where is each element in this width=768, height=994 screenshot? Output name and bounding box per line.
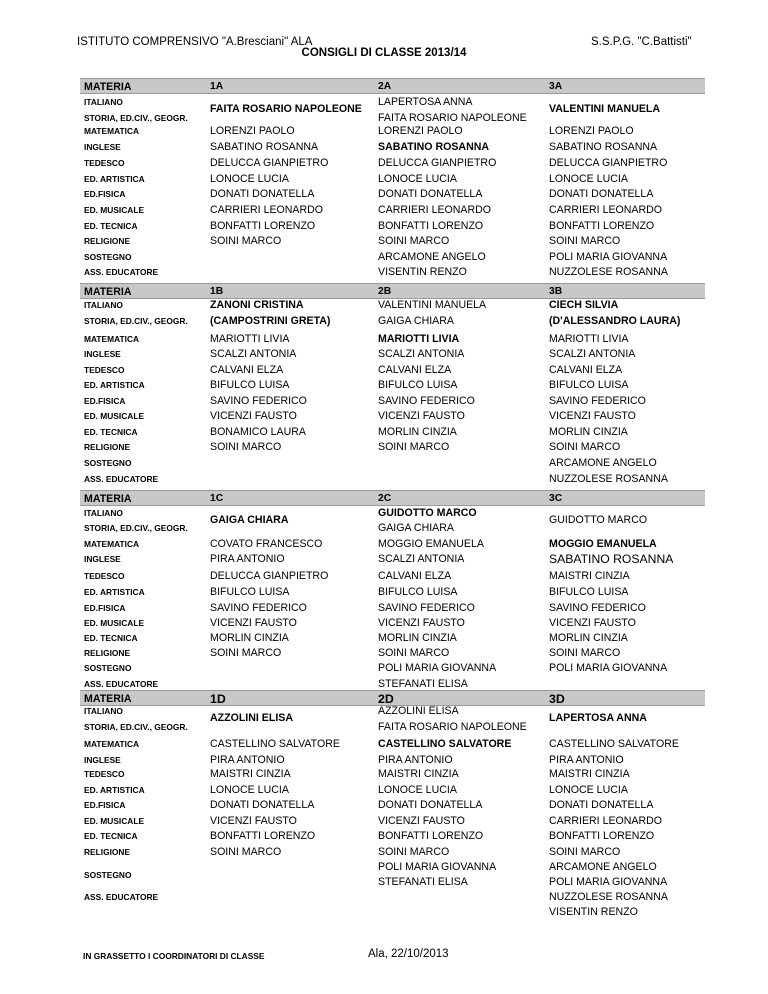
- table-row: [80, 584, 705, 600]
- table-row: [80, 828, 705, 844]
- teacher-cell: GAIGA CHIARA: [378, 522, 454, 534]
- subject-cell: SOSTEGNO: [84, 252, 132, 262]
- teacher-cell: DONATI DONATELLA: [378, 188, 483, 200]
- teacher-cell: ARCAMONE ANGELO: [549, 861, 657, 873]
- subject-cell: ED. MUSICALE: [84, 618, 145, 628]
- teacher-cell: LAPERTOSA ANNA: [378, 96, 473, 108]
- teacher-cell: POLI MARIA GIOVANNA: [378, 861, 497, 873]
- document-title: CONSIGLI DI CLASSE 2013/14: [301, 47, 467, 59]
- teacher-cell: 1C: [210, 493, 224, 504]
- teacher-cell: DONATI DONATELLA: [549, 799, 654, 811]
- teacher-cell: BIFULCO LUISA: [378, 379, 458, 391]
- teacher-cell: CALVANI ELZA: [549, 364, 623, 376]
- table-row: [80, 615, 705, 631]
- table-row: [80, 719, 705, 735]
- teacher-cell: BIFULCO LUISA: [210, 379, 290, 391]
- subject-cell: RELIGIONE: [84, 847, 131, 857]
- subject-cell: ED.FISICA: [84, 800, 126, 810]
- teacher-cell: BONFATTI LORENZO: [549, 220, 655, 232]
- teacher-cell: SAVINO FEDERICO: [549, 602, 646, 614]
- table-row: [80, 155, 705, 171]
- teacher-cell: MORLIN CINZIA: [210, 632, 289, 644]
- teacher-cell: MORLIN CINZIA: [378, 632, 457, 644]
- subject-cell: ED.FISICA: [84, 396, 126, 406]
- teacher-cell: MAISTRI CINZIA: [549, 570, 630, 582]
- teacher-cell: GAIGA CHIARA: [378, 315, 454, 327]
- subject-cell: ED. TECNICA: [84, 633, 138, 643]
- teacher-cell: CALVANI ELZA: [378, 364, 452, 376]
- teacher-cell: VICENZI FAUSTO: [378, 617, 465, 629]
- teacher-cell: 2C: [378, 493, 392, 504]
- teacher-cell: LORENZI PAOLO: [549, 125, 634, 137]
- subject-cell: ED. TECNICA: [84, 831, 138, 841]
- table-row: [80, 874, 705, 890]
- subject-cell: MATEMATICA: [84, 334, 140, 344]
- teacher-cell: SABATINO ROSANNA: [549, 141, 658, 153]
- subject-cell: MATEMATICA: [84, 126, 140, 136]
- teacher-cell: SOINI MARCO: [378, 441, 450, 453]
- teacher-cell: DONATI DONATELLA: [549, 188, 654, 200]
- teacher-cell: MORLIN CINZIA: [378, 426, 457, 438]
- teacher-cell: CIECH SILVIA: [549, 299, 619, 311]
- teacher-cell: AZZOLINI ELISA: [378, 705, 459, 717]
- subject-cell: ED. MUSICALE: [84, 205, 145, 215]
- subject-cell: TEDESCO: [84, 769, 125, 779]
- teacher-cell: SOINI MARCO: [378, 846, 450, 858]
- subject-cell: ED.FISICA: [84, 189, 126, 199]
- subject-cell: INGLESE: [84, 554, 121, 564]
- footer-note: IN GRASSETTO I COORDINATORI DI CLASSE: [83, 951, 265, 961]
- section-header-row: [80, 490, 705, 506]
- teacher-cell: MORLIN CINZIA: [549, 632, 628, 644]
- teacher-cell: NUZZOLESE ROSANNA: [549, 266, 668, 278]
- table-row: [80, 471, 705, 487]
- teacher-cell: LORENZI PAOLO: [210, 125, 295, 137]
- teacher-cell: ZANONI CRISTINA: [210, 299, 304, 311]
- table-row: [80, 844, 705, 860]
- table-row: [80, 424, 705, 440]
- teacher-cell: CALVANI ELZA: [210, 364, 284, 376]
- table-row: [80, 782, 705, 798]
- table-row: [80, 645, 705, 661]
- teacher-cell: NUZZOLESE ROSANNA: [549, 891, 668, 903]
- teacher-cell: VICENZI FAUSTO: [210, 815, 297, 827]
- table-row: [80, 536, 705, 552]
- teacher-cell: MAISTRI CINZIA: [378, 768, 459, 780]
- teacher-cell: SOINI MARCO: [210, 846, 282, 858]
- teacher-cell: 2D: [378, 692, 394, 706]
- teacher-cell: DELUCCA GIANPIETRO: [378, 157, 497, 169]
- teacher-cell: MOGGIO EMANUELA: [549, 538, 657, 550]
- teacher-cell: GUIDOTTO MARCO: [378, 507, 477, 519]
- teacher-cell: VALENTINI MANUELA: [549, 103, 661, 115]
- teacher-cell: BONFATTI LORENZO: [549, 830, 655, 842]
- table-row: [80, 346, 705, 362]
- teacher-cell: SABATINO ROSANNA: [549, 552, 674, 566]
- teacher-cell: BIFULCO LUISA: [549, 586, 629, 598]
- table-row: [80, 813, 705, 829]
- subject-cell: STORIA, ED.CIV., GEOGR.: [84, 113, 188, 123]
- teacher-cell: PIRA ANTONIO: [210, 754, 285, 766]
- teacher-cell: SOINI MARCO: [210, 441, 282, 453]
- subject-cell: MATERIA: [84, 286, 132, 298]
- teacher-cell: NUZZOLESE ROSANNA: [549, 473, 668, 485]
- teacher-cell: LAPERTOSA ANNA: [549, 712, 647, 724]
- teacher-cell: MAISTRI CINZIA: [210, 768, 291, 780]
- teacher-cell: 3D: [549, 692, 565, 706]
- teacher-cell: SOINI MARCO: [549, 846, 621, 858]
- teacher-cell: 3C: [549, 493, 563, 504]
- teacher-cell: DELUCCA GIANPIETRO: [549, 157, 668, 169]
- teacher-cell: VISENTIN RENZO: [378, 266, 467, 278]
- teacher-cell: VISENTIN RENZO: [549, 906, 638, 918]
- subject-cell: MATEMATICA: [84, 539, 140, 549]
- teacher-cell: MORLIN CINZIA: [549, 426, 628, 438]
- teacher-cell: MAISTRI CINZIA: [549, 768, 630, 780]
- table-row: [80, 551, 705, 567]
- teacher-cell: AZZOLINI ELISA: [210, 712, 293, 724]
- table-row: [80, 766, 705, 782]
- teacher-cell: BONFATTI LORENZO: [210, 830, 316, 842]
- teacher-cell: POLI MARIA GIOVANNA: [549, 876, 668, 888]
- table-row: [80, 797, 705, 813]
- class-council-table: [80, 0, 705, 994]
- subject-cell: ITALIANO: [84, 706, 123, 716]
- subject-cell: ED. ARTISTICA: [84, 785, 145, 795]
- table-row: [80, 171, 705, 187]
- teacher-cell: MARIOTTI LIVIA: [210, 333, 290, 345]
- teacher-cell: POLI MARIA GIOVANNA: [549, 662, 668, 674]
- subject-cell: TEDESCO: [84, 158, 125, 168]
- teacher-cell: 3B: [549, 286, 563, 297]
- table-row: [80, 520, 705, 536]
- teacher-cell: SAVINO FEDERICO: [378, 602, 475, 614]
- table-row: [80, 331, 705, 347]
- teacher-cell: 1B: [210, 286, 224, 297]
- subject-cell: ASS. EDUCATORE: [84, 474, 159, 484]
- teacher-cell: FAITA ROSARIO NAPOLEONE: [210, 103, 362, 115]
- subject-cell: ITALIANO: [84, 300, 123, 310]
- teacher-cell: ARCAMONE ANGELO: [549, 457, 657, 469]
- teacher-cell: SAVINO FEDERICO: [549, 395, 646, 407]
- teacher-cell: CARRIERI LEONARDO: [378, 204, 492, 216]
- teacher-cell: 1A: [210, 81, 224, 92]
- table-row: [80, 123, 705, 139]
- teacher-cell: SOINI MARCO: [549, 235, 621, 247]
- table-row: [80, 377, 705, 393]
- teacher-cell: BONAMICO LAURA: [210, 426, 306, 438]
- subject-cell: ED. ARTISTICA: [84, 587, 145, 597]
- subject-cell: SOSTEGNO: [84, 870, 132, 880]
- teacher-cell: SCALZI ANTONIA: [210, 348, 297, 360]
- teacher-cell: PIRA ANTONIO: [549, 754, 624, 766]
- section-header-row: [80, 78, 705, 94]
- subject-cell: ED. MUSICALE: [84, 816, 145, 826]
- teacher-cell: ARCAMONE ANGELO: [378, 251, 486, 263]
- subject-cell: RELIGIONE: [84, 236, 131, 246]
- teacher-cell: VICENZI FAUSTO: [210, 617, 297, 629]
- subject-cell: TEDESCO: [84, 571, 125, 581]
- teacher-cell: BONFATTI LORENZO: [378, 220, 484, 232]
- teacher-cell: SCALZI ANTONIA: [549, 348, 636, 360]
- teacher-cell: FAITA ROSARIO NAPOLEONE: [378, 112, 527, 124]
- subject-cell: ED. MUSICALE: [84, 411, 145, 421]
- teacher-cell: CASTELLINO SALVATORE: [549, 738, 679, 750]
- teacher-cell: POLI MARIA GIOVANNA: [549, 251, 668, 263]
- teacher-cell: 2B: [378, 286, 392, 297]
- subject-cell: TEDESCO: [84, 365, 125, 375]
- subject-cell: INGLESE: [84, 349, 121, 359]
- teacher-cell: DONATI DONATELLA: [210, 188, 315, 200]
- table-row: [80, 889, 705, 905]
- table-row: [80, 568, 705, 584]
- teacher-cell: BIFULCO LUISA: [210, 586, 290, 598]
- footer-date: Ala, 22/10/2013: [368, 948, 449, 960]
- subject-cell: STORIA, ED.CIV., GEOGR.: [84, 523, 188, 533]
- teacher-cell: BIFULCO LUISA: [378, 586, 458, 598]
- table-row: [80, 736, 705, 752]
- teacher-cell: MARIOTTI LIVIA: [549, 333, 629, 345]
- teacher-cell: VICENZI FAUSTO: [549, 617, 636, 629]
- table-row: [80, 660, 705, 676]
- teacher-cell: COVATO FRANCESCO: [210, 538, 323, 550]
- subject-cell: INGLESE: [84, 142, 121, 152]
- subject-cell: RELIGIONE: [84, 442, 131, 452]
- subject-cell: STORIA, ED.CIV., GEOGR.: [84, 316, 188, 326]
- teacher-cell: LONOCE LUCIA: [378, 784, 457, 796]
- subject-cell: MATERIA: [84, 493, 132, 505]
- table-row: [80, 439, 705, 455]
- teacher-cell: FAITA ROSARIO NAPOLEONE: [378, 721, 527, 733]
- teacher-cell: LONOCE LUCIA: [378, 173, 457, 185]
- table-row: [80, 233, 705, 249]
- teacher-cell: CARRIERI LEONARDO: [549, 204, 663, 216]
- teacher-cell: CASTELLINO SALVATORE: [378, 738, 512, 750]
- teacher-cell: SABATINO ROSANNA: [378, 141, 490, 153]
- teacher-cell: BONFATTI LORENZO: [210, 220, 316, 232]
- teacher-cell: SOINI MARCO: [378, 235, 450, 247]
- teacher-cell: VICENZI FAUSTO: [549, 410, 636, 422]
- teacher-cell: (D'ALESSANDRO LAURA): [549, 315, 681, 327]
- teacher-cell: BONFATTI LORENZO: [378, 830, 484, 842]
- school-name: ISTITUTO COMPRENSIVO "A.Bresciani" ALA: [77, 36, 313, 48]
- table-row: [80, 455, 705, 471]
- teacher-cell: CASTELLINO SALVATORE: [210, 738, 340, 750]
- subject-cell: ASS. EDUCATORE: [84, 679, 159, 689]
- teacher-cell: DELUCCA GIANPIETRO: [210, 157, 329, 169]
- teacher-cell: SOINI MARCO: [378, 647, 450, 659]
- teacher-cell: CALVANI ELZA: [378, 570, 452, 582]
- teacher-cell: STEFANATI ELISA: [378, 678, 468, 690]
- teacher-cell: (CAMPOSTRINI GRETA): [210, 315, 331, 327]
- subject-cell: ED. TECNICA: [84, 221, 138, 231]
- table-row: [80, 313, 705, 329]
- teacher-cell: VICENZI FAUSTO: [210, 410, 297, 422]
- teacher-cell: 2A: [378, 81, 392, 92]
- teacher-cell: VICENZI FAUSTO: [378, 815, 465, 827]
- teacher-cell: 1D: [210, 692, 226, 706]
- subject-cell: INGLESE: [84, 755, 121, 765]
- teacher-cell: SOINI MARCO: [549, 441, 621, 453]
- teacher-cell: PIRA ANTONIO: [210, 553, 285, 565]
- teacher-cell: CARRIERI LEONARDO: [549, 815, 663, 827]
- teacher-cell: DELUCCA GIANPIETRO: [210, 570, 329, 582]
- teacher-cell: 3A: [549, 81, 563, 92]
- teacher-cell: GUIDOTTO MARCO: [549, 514, 648, 526]
- teacher-cell: LONOCE LUCIA: [210, 784, 289, 796]
- subject-cell: RELIGIONE: [84, 648, 131, 658]
- subject-cell: ED. ARTISTICA: [84, 380, 145, 390]
- teacher-cell: POLI MARIA GIOVANNA: [378, 662, 497, 674]
- table-row: [80, 904, 705, 920]
- teacher-cell: DONATI DONATELLA: [210, 799, 315, 811]
- table-row: [80, 249, 705, 265]
- table-row: [80, 264, 705, 280]
- table-row: [80, 186, 705, 202]
- teacher-cell: SOINI MARCO: [210, 647, 282, 659]
- subject-cell: MATEMATICA: [84, 739, 140, 749]
- teacher-cell: GAIGA CHIARA: [210, 514, 289, 526]
- teacher-cell: SABATINO ROSANNA: [210, 141, 319, 153]
- teacher-cell: DONATI DONATELLA: [378, 799, 483, 811]
- teacher-cell: SCALZI ANTONIA: [378, 553, 465, 565]
- teacher-cell: LONOCE LUCIA: [549, 173, 628, 185]
- subject-cell: STORIA, ED.CIV., GEOGR.: [84, 722, 188, 732]
- teacher-cell: SAVINO FEDERICO: [210, 395, 307, 407]
- teacher-cell: MOGGIO EMANUELA: [378, 538, 484, 550]
- teacher-cell: VALENTINI MANUELA: [378, 299, 487, 311]
- teacher-cell: SOINI MARCO: [549, 647, 621, 659]
- subject-cell: ASS. EDUCATORE: [84, 892, 159, 902]
- subject-cell: ED. ARTISTICA: [84, 174, 145, 184]
- subject-cell: MATERIA: [84, 81, 132, 93]
- teacher-cell: LORENZI PAOLO: [378, 125, 463, 137]
- teacher-cell: CARRIERI LEONARDO: [210, 204, 324, 216]
- subject-cell: ITALIANO: [84, 508, 123, 518]
- subject-cell: ED.FISICA: [84, 603, 126, 613]
- subject-cell: SOSTEGNO: [84, 458, 132, 468]
- table-row: [80, 600, 705, 616]
- teacher-cell: SOINI MARCO: [210, 235, 282, 247]
- teacher-cell: SAVINO FEDERICO: [378, 395, 475, 407]
- teacher-cell: VICENZI FAUSTO: [378, 410, 465, 422]
- table-row: [80, 139, 705, 155]
- table-row: [80, 393, 705, 409]
- teacher-cell: PIRA ANTONIO: [378, 754, 453, 766]
- table-row: [80, 630, 705, 646]
- teacher-cell: SCALZI ANTONIA: [378, 348, 465, 360]
- school-branch: S.S.P.G. "C.Battisti": [591, 36, 692, 48]
- teacher-cell: MARIOTTI LIVIA: [378, 333, 460, 345]
- table-row: [80, 362, 705, 378]
- subject-cell: ITALIANO: [84, 97, 123, 107]
- teacher-cell: BIFULCO LUISA: [549, 379, 629, 391]
- subject-cell: ASS. EDUCATORE: [84, 267, 159, 277]
- teacher-cell: STEFANATI ELISA: [378, 876, 468, 888]
- table-row: [80, 202, 705, 218]
- teacher-cell: LONOCE LUCIA: [210, 173, 289, 185]
- teacher-cell: SAVINO FEDERICO: [210, 602, 307, 614]
- subject-cell: SOSTEGNO: [84, 663, 132, 673]
- subject-cell: ED. TECNICA: [84, 427, 138, 437]
- table-row: [80, 408, 705, 424]
- table-row: [80, 218, 705, 234]
- subject-cell: MATERIA: [84, 693, 132, 705]
- teacher-cell: LONOCE LUCIA: [549, 784, 628, 796]
- table-row: [80, 297, 705, 313]
